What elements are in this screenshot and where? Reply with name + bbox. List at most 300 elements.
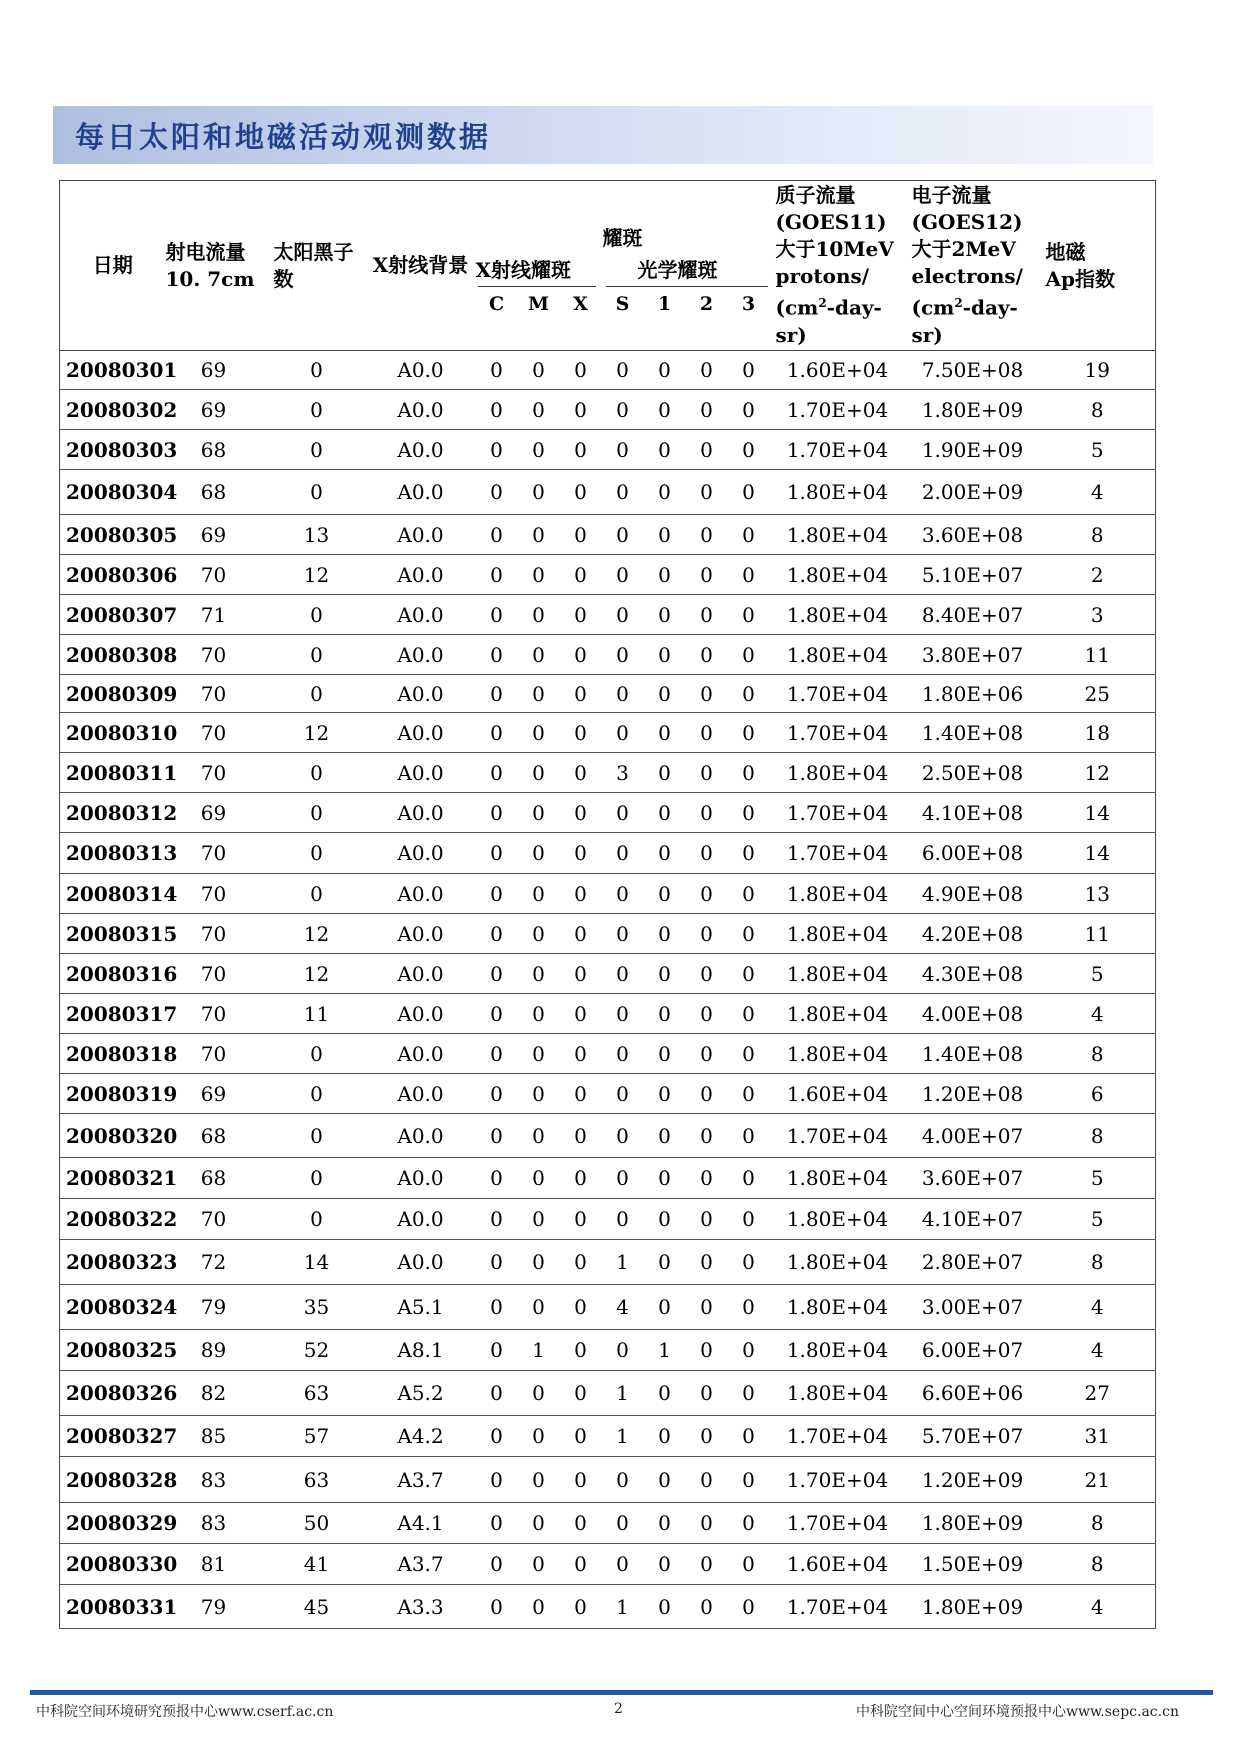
cell-electron-flux: 4.10E+07 bbox=[906, 1199, 1040, 1240]
cell-proton-flux: 1.80E+04 bbox=[770, 555, 906, 595]
cell-ap-index: 13 bbox=[1040, 874, 1156, 914]
cell-flare-x: 0 bbox=[560, 1585, 602, 1629]
table-row bbox=[60, 1503, 1156, 1544]
cell-xray-background: A0.0 bbox=[366, 874, 476, 914]
table-row bbox=[60, 1285, 1156, 1330]
cell-flare-1: 0 bbox=[644, 1416, 686, 1457]
cell-date: 20080325 bbox=[60, 1330, 160, 1371]
cell-xray-background: A4.1 bbox=[366, 1503, 476, 1544]
cell-flare-s: 0 bbox=[602, 1074, 644, 1114]
cell-flare-2: 0 bbox=[686, 1034, 728, 1074]
cell-flare-2: 0 bbox=[686, 635, 728, 675]
cell-flare-m: 0 bbox=[518, 430, 560, 470]
cell-ap-index: 4 bbox=[1040, 1330, 1156, 1371]
cell-xray-background: A0.0 bbox=[366, 470, 476, 515]
cell-flare-s: 0 bbox=[602, 1034, 644, 1074]
cell-flare-3: 0 bbox=[728, 914, 770, 954]
header-3: 3 bbox=[741, 293, 756, 315]
cell-sunspot: 12 bbox=[268, 914, 366, 954]
cell-xray-background: A3.3 bbox=[366, 1585, 476, 1629]
cell-sunspot: 0 bbox=[268, 1074, 366, 1114]
header-xray-background: X射线背景 bbox=[366, 181, 476, 351]
cell-electron-flux: 7.50E+08 bbox=[906, 351, 1040, 390]
cell-proton-flux: 1.70E+04 bbox=[770, 1503, 906, 1544]
cell-radio-flux: 89 bbox=[160, 1330, 268, 1371]
cell-flare-m: 0 bbox=[518, 833, 560, 874]
cell-electron-flux: 3.60E+08 bbox=[906, 515, 1040, 555]
cell-ap-index: 4 bbox=[1040, 1285, 1156, 1330]
cell-electron-flux: 3.80E+07 bbox=[906, 635, 1040, 675]
cell-radio-flux: 68 bbox=[160, 1114, 268, 1158]
cell-flare-m: 0 bbox=[518, 874, 560, 914]
table-row bbox=[60, 1457, 1156, 1503]
cell-xray-background: A0.0 bbox=[366, 390, 476, 430]
table-row bbox=[60, 914, 1156, 954]
cell-flare-s: 0 bbox=[602, 351, 644, 390]
cell-flare-3: 0 bbox=[728, 635, 770, 675]
cell-flare-m: 0 bbox=[518, 1503, 560, 1544]
cell-ap-index: 27 bbox=[1040, 1371, 1156, 1416]
cell-flare-x: 0 bbox=[560, 595, 602, 635]
footer-page-number: 2 bbox=[614, 1701, 623, 1717]
cell-radio-flux: 69 bbox=[160, 793, 268, 833]
cell-xray-background: A0.0 bbox=[366, 954, 476, 994]
cell-date: 20080322 bbox=[60, 1199, 160, 1240]
cell-flare-1: 0 bbox=[644, 595, 686, 635]
cell-flare-1: 0 bbox=[644, 1074, 686, 1114]
cell-flare-s: 0 bbox=[602, 954, 644, 994]
table-row bbox=[60, 1240, 1156, 1285]
cell-flare-s: 0 bbox=[602, 1503, 644, 1544]
cell-date: 20080324 bbox=[60, 1285, 160, 1330]
header-date: 日期 bbox=[60, 181, 160, 351]
cell-flare-c: 0 bbox=[476, 713, 518, 753]
cell-flare-1: 0 bbox=[644, 351, 686, 390]
cell-radio-flux: 70 bbox=[160, 954, 268, 994]
cell-flare-m: 0 bbox=[518, 1240, 560, 1285]
cell-proton-flux: 1.80E+04 bbox=[770, 874, 906, 914]
cell-flare-1: 0 bbox=[644, 713, 686, 753]
cell-sunspot: 0 bbox=[268, 351, 366, 390]
cell-ap-index: 8 bbox=[1040, 515, 1156, 555]
cell-electron-flux: 1.40E+08 bbox=[906, 1034, 1040, 1074]
cell-flare-2: 0 bbox=[686, 713, 728, 753]
header-1: 1 bbox=[657, 293, 672, 315]
cell-electron-flux: 1.40E+08 bbox=[906, 713, 1040, 753]
cell-radio-flux: 70 bbox=[160, 1199, 268, 1240]
cell-ap-index: 8 bbox=[1040, 1114, 1156, 1158]
cell-flare-2: 0 bbox=[686, 1457, 728, 1503]
cell-xray-background: A0.0 bbox=[366, 994, 476, 1034]
cell-xray-background: A0.0 bbox=[366, 515, 476, 555]
cell-flare-c: 0 bbox=[476, 1503, 518, 1544]
cell-electron-flux: 1.80E+09 bbox=[906, 1503, 1040, 1544]
cell-flare-s: 0 bbox=[602, 430, 644, 470]
cell-flare-3: 0 bbox=[728, 1074, 770, 1114]
cell-radio-flux: 70 bbox=[160, 635, 268, 675]
table-row bbox=[60, 635, 1156, 675]
cell-radio-flux: 70 bbox=[160, 675, 268, 713]
cell-xray-background: A0.0 bbox=[366, 430, 476, 470]
cell-ap-index: 5 bbox=[1040, 954, 1156, 994]
cell-ap-index: 25 bbox=[1040, 675, 1156, 713]
footer-right-org: 中科院空间中心空间环境预报中心www.sepc.ac.cn bbox=[856, 1704, 1179, 1720]
cell-flare-3: 0 bbox=[728, 1371, 770, 1416]
cell-electron-flux: 2.50E+08 bbox=[906, 753, 1040, 793]
cell-radio-flux: 69 bbox=[160, 515, 268, 555]
cell-flare-m: 0 bbox=[518, 1158, 560, 1199]
cell-flare-x: 0 bbox=[560, 1074, 602, 1114]
cell-proton-flux: 1.80E+04 bbox=[770, 1158, 906, 1199]
cell-date: 20080316 bbox=[60, 954, 160, 994]
cell-electron-flux: 5.70E+07 bbox=[906, 1416, 1040, 1457]
cell-proton-flux: 1.70E+04 bbox=[770, 1457, 906, 1503]
cell-flare-1: 0 bbox=[644, 1114, 686, 1158]
cell-xray-background: A0.0 bbox=[366, 1074, 476, 1114]
cell-ap-index: 2 bbox=[1040, 555, 1156, 595]
cell-flare-m: 0 bbox=[518, 515, 560, 555]
cell-flare-1: 0 bbox=[644, 1457, 686, 1503]
cell-flare-s: 0 bbox=[602, 470, 644, 515]
cell-flare-c: 0 bbox=[476, 1330, 518, 1371]
cell-xray-background: A0.0 bbox=[366, 555, 476, 595]
cell-date: 20080304 bbox=[60, 470, 160, 515]
cell-flare-1: 0 bbox=[644, 470, 686, 515]
cell-flare-m: 0 bbox=[518, 1034, 560, 1074]
cell-flare-m: 0 bbox=[518, 351, 560, 390]
cell-flare-3: 0 bbox=[728, 1416, 770, 1457]
cell-ap-index: 8 bbox=[1040, 1503, 1156, 1544]
table-row bbox=[60, 1544, 1156, 1585]
cell-radio-flux: 70 bbox=[160, 914, 268, 954]
table-row bbox=[60, 555, 1156, 595]
cell-date: 20080302 bbox=[60, 390, 160, 430]
cell-flare-2: 0 bbox=[686, 874, 728, 914]
cell-flare-3: 0 bbox=[728, 954, 770, 994]
cell-flare-s: 0 bbox=[602, 595, 644, 635]
header-c: C bbox=[488, 293, 505, 315]
cell-flare-2: 0 bbox=[686, 833, 728, 874]
cell-flare-2: 0 bbox=[686, 1158, 728, 1199]
cell-flare-1: 0 bbox=[644, 914, 686, 954]
table-row bbox=[60, 1371, 1156, 1416]
cell-date: 20080317 bbox=[60, 994, 160, 1034]
cell-date: 20080310 bbox=[60, 713, 160, 753]
optical-flare-underline bbox=[606, 286, 768, 287]
cell-flare-x: 0 bbox=[560, 793, 602, 833]
cell-electron-flux: 1.80E+09 bbox=[906, 1585, 1040, 1629]
cell-flare-3: 0 bbox=[728, 555, 770, 595]
cell-flare-m: 0 bbox=[518, 954, 560, 994]
cell-flare-3: 0 bbox=[728, 833, 770, 874]
cell-ap-index: 8 bbox=[1040, 1034, 1156, 1074]
cell-flare-m: 0 bbox=[518, 1285, 560, 1330]
cell-electron-flux: 5.10E+07 bbox=[906, 555, 1040, 595]
cell-xray-background: A3.7 bbox=[366, 1457, 476, 1503]
cell-xray-background: A0.0 bbox=[366, 914, 476, 954]
cell-flare-3: 0 bbox=[728, 351, 770, 390]
cell-xray-background: A0.0 bbox=[366, 595, 476, 635]
cell-radio-flux: 70 bbox=[160, 994, 268, 1034]
cell-proton-flux: 1.70E+04 bbox=[770, 390, 906, 430]
cell-sunspot: 0 bbox=[268, 430, 366, 470]
cell-proton-flux: 1.70E+04 bbox=[770, 833, 906, 874]
cell-flare-c: 0 bbox=[476, 675, 518, 713]
cell-flare-x: 0 bbox=[560, 994, 602, 1034]
cell-radio-flux: 70 bbox=[160, 833, 268, 874]
cell-sunspot: 63 bbox=[268, 1457, 366, 1503]
cell-flare-1: 0 bbox=[644, 833, 686, 874]
cell-xray-background: A0.0 bbox=[366, 675, 476, 713]
cell-date: 20080308 bbox=[60, 635, 160, 675]
cell-flare-s: 0 bbox=[602, 914, 644, 954]
header-flare: 耀斑 bbox=[602, 226, 643, 250]
cell-radio-flux: 83 bbox=[160, 1503, 268, 1544]
cell-ap-index: 6 bbox=[1040, 1074, 1156, 1114]
cell-flare-3: 0 bbox=[728, 994, 770, 1034]
cell-electron-flux: 1.80E+06 bbox=[906, 675, 1040, 713]
cell-flare-c: 0 bbox=[476, 470, 518, 515]
cell-flare-3: 0 bbox=[728, 1503, 770, 1544]
cell-flare-1: 0 bbox=[644, 994, 686, 1034]
cell-radio-flux: 79 bbox=[160, 1585, 268, 1629]
cell-flare-3: 0 bbox=[728, 874, 770, 914]
cell-flare-3: 0 bbox=[728, 1330, 770, 1371]
cell-radio-flux: 68 bbox=[160, 430, 268, 470]
cell-xray-background: A0.0 bbox=[366, 833, 476, 874]
table-row bbox=[60, 1416, 1156, 1457]
table-row bbox=[60, 1034, 1156, 1074]
cell-flare-x: 0 bbox=[560, 1285, 602, 1330]
cell-xray-background: A0.0 bbox=[366, 1114, 476, 1158]
cell-flare-x: 0 bbox=[560, 1544, 602, 1585]
cell-flare-m: 0 bbox=[518, 713, 560, 753]
cell-flare-1: 0 bbox=[644, 753, 686, 793]
cell-xray-background: A0.0 bbox=[366, 1240, 476, 1285]
cell-electron-flux: 4.10E+08 bbox=[906, 793, 1040, 833]
cell-proton-flux: 1.80E+04 bbox=[770, 595, 906, 635]
cell-flare-m: 0 bbox=[518, 1199, 560, 1240]
cell-proton-flux: 1.80E+04 bbox=[770, 635, 906, 675]
cell-proton-flux: 1.60E+04 bbox=[770, 1074, 906, 1114]
cell-sunspot: 0 bbox=[268, 470, 366, 515]
cell-sunspot: 0 bbox=[268, 675, 366, 713]
cell-date: 20080312 bbox=[60, 793, 160, 833]
cell-radio-flux: 79 bbox=[160, 1285, 268, 1330]
cell-flare-2: 0 bbox=[686, 1416, 728, 1457]
cell-flare-c: 0 bbox=[476, 1585, 518, 1629]
cell-sunspot: 0 bbox=[268, 1199, 366, 1240]
cell-radio-flux: 71 bbox=[160, 595, 268, 635]
cell-flare-s: 0 bbox=[602, 1114, 644, 1158]
page-title: 每日太阳和地磁活动观测数据 bbox=[75, 119, 492, 154]
cell-date: 20080323 bbox=[60, 1240, 160, 1285]
cell-xray-background: A0.0 bbox=[366, 753, 476, 793]
cell-proton-flux: 1.70E+04 bbox=[770, 675, 906, 713]
cell-radio-flux: 70 bbox=[160, 1034, 268, 1074]
cell-electron-flux: 6.00E+08 bbox=[906, 833, 1040, 874]
cell-xray-background: A5.2 bbox=[366, 1371, 476, 1416]
cell-flare-m: 0 bbox=[518, 753, 560, 793]
cell-proton-flux: 1.70E+04 bbox=[770, 1114, 906, 1158]
header-proton-flux: 质子流量 (GOES11) 大于10MeV protons/ $(cm^2-day-sr)$ bbox=[770, 181, 906, 351]
cell-proton-flux: 1.70E+04 bbox=[770, 713, 906, 753]
cell-flare-s: 0 bbox=[602, 515, 644, 555]
cell-flare-x: 0 bbox=[560, 1240, 602, 1285]
header-flare-group bbox=[476, 181, 770, 351]
cell-flare-x: 0 bbox=[560, 914, 602, 954]
cell-proton-flux: 1.80E+04 bbox=[770, 753, 906, 793]
observation-table bbox=[59, 180, 1156, 1629]
cell-flare-x: 0 bbox=[560, 1503, 602, 1544]
cell-sunspot: 0 bbox=[268, 874, 366, 914]
cell-flare-1: 0 bbox=[644, 675, 686, 713]
cell-flare-s: 0 bbox=[602, 1457, 644, 1503]
cell-flare-c: 0 bbox=[476, 793, 518, 833]
cell-flare-2: 0 bbox=[686, 351, 728, 390]
cell-flare-s: 4 bbox=[602, 1285, 644, 1330]
cell-sunspot: 41 bbox=[268, 1544, 366, 1585]
cell-flare-m: 0 bbox=[518, 994, 560, 1034]
title-banner bbox=[53, 106, 1153, 164]
cell-flare-c: 0 bbox=[476, 753, 518, 793]
table-row bbox=[60, 470, 1156, 515]
cell-sunspot: 0 bbox=[268, 1158, 366, 1199]
cell-sunspot: 50 bbox=[268, 1503, 366, 1544]
table-row bbox=[60, 874, 1156, 914]
cell-flare-s: 1 bbox=[602, 1240, 644, 1285]
cell-sunspot: 0 bbox=[268, 1114, 366, 1158]
cell-date: 20080327 bbox=[60, 1416, 160, 1457]
cell-xray-background: A0.0 bbox=[366, 1158, 476, 1199]
cell-flare-x: 0 bbox=[560, 515, 602, 555]
cell-sunspot: 12 bbox=[268, 555, 366, 595]
cell-electron-flux: 1.50E+09 bbox=[906, 1544, 1040, 1585]
cell-sunspot: 12 bbox=[268, 713, 366, 753]
cell-date: 20080321 bbox=[60, 1158, 160, 1199]
cell-ap-index: 5 bbox=[1040, 1158, 1156, 1199]
cell-electron-flux: 4.20E+08 bbox=[906, 914, 1040, 954]
cell-flare-1: 0 bbox=[644, 874, 686, 914]
cell-sunspot: 0 bbox=[268, 1034, 366, 1074]
cell-flare-x: 0 bbox=[560, 1330, 602, 1371]
cell-electron-flux: 2.80E+07 bbox=[906, 1240, 1040, 1285]
cell-flare-1: 0 bbox=[644, 1544, 686, 1585]
cell-ap-index: 4 bbox=[1040, 1585, 1156, 1629]
cell-date: 20080301 bbox=[60, 351, 160, 390]
cell-flare-m: 0 bbox=[518, 390, 560, 430]
table-row bbox=[60, 351, 1156, 390]
cell-flare-x: 0 bbox=[560, 1416, 602, 1457]
cell-ap-index: 18 bbox=[1040, 713, 1156, 753]
cell-radio-flux: 70 bbox=[160, 753, 268, 793]
cell-flare-3: 0 bbox=[728, 793, 770, 833]
cell-ap-index: 12 bbox=[1040, 753, 1156, 793]
cell-flare-2: 0 bbox=[686, 1114, 728, 1158]
cell-flare-m: 0 bbox=[518, 555, 560, 595]
header-radio-flux: 射电流量 10. 7cm bbox=[160, 181, 268, 351]
cell-flare-2: 0 bbox=[686, 793, 728, 833]
header-x: X bbox=[573, 293, 588, 315]
cell-xray-background: A8.1 bbox=[366, 1330, 476, 1371]
cell-radio-flux: 69 bbox=[160, 351, 268, 390]
cell-ap-index: 8 bbox=[1040, 1544, 1156, 1585]
cell-flare-x: 0 bbox=[560, 351, 602, 390]
cell-proton-flux: 1.80E+04 bbox=[770, 954, 906, 994]
cell-electron-flux: 8.40E+07 bbox=[906, 595, 1040, 635]
cell-xray-background: A0.0 bbox=[366, 1034, 476, 1074]
cell-flare-1: 0 bbox=[644, 1240, 686, 1285]
cell-flare-c: 0 bbox=[476, 595, 518, 635]
cell-electron-flux: 2.00E+09 bbox=[906, 470, 1040, 515]
cell-flare-s: 0 bbox=[602, 675, 644, 713]
cell-flare-3: 0 bbox=[728, 470, 770, 515]
cell-date: 20080307 bbox=[60, 595, 160, 635]
cell-flare-s: 0 bbox=[602, 1199, 644, 1240]
cell-flare-c: 0 bbox=[476, 1240, 518, 1285]
header-sunspot: 太阳黑子 数 bbox=[268, 181, 366, 351]
cell-flare-c: 0 bbox=[476, 833, 518, 874]
cell-flare-2: 0 bbox=[686, 390, 728, 430]
cell-date: 20080311 bbox=[60, 753, 160, 793]
cell-flare-m: 0 bbox=[518, 1585, 560, 1629]
cell-flare-x: 0 bbox=[560, 675, 602, 713]
table-row bbox=[60, 515, 1156, 555]
cell-flare-3: 0 bbox=[728, 1158, 770, 1199]
table-row bbox=[60, 1585, 1156, 1629]
cell-flare-1: 0 bbox=[644, 1158, 686, 1199]
header-electron-flux: 电子流量 (GOES12) 大于2MeV electrons/ $(cm^2-day-sr)$ bbox=[906, 181, 1040, 351]
cell-flare-s: 1 bbox=[602, 1585, 644, 1629]
cell-ap-index: 11 bbox=[1040, 635, 1156, 675]
cell-radio-flux: 69 bbox=[160, 1074, 268, 1114]
cell-sunspot: 0 bbox=[268, 635, 366, 675]
cell-flare-1: 1 bbox=[644, 1330, 686, 1371]
cell-flare-2: 0 bbox=[686, 954, 728, 994]
cell-flare-3: 0 bbox=[728, 430, 770, 470]
table-row bbox=[60, 994, 1156, 1034]
cell-xray-background: A0.0 bbox=[366, 793, 476, 833]
cell-flare-x: 0 bbox=[560, 1199, 602, 1240]
table-row bbox=[60, 954, 1156, 994]
cell-proton-flux: 1.80E+04 bbox=[770, 1285, 906, 1330]
cell-flare-1: 0 bbox=[644, 1371, 686, 1416]
table-row bbox=[60, 1074, 1156, 1114]
table-row bbox=[60, 833, 1156, 874]
cell-electron-flux: 1.20E+08 bbox=[906, 1074, 1040, 1114]
cell-flare-m: 0 bbox=[518, 1544, 560, 1585]
cell-xray-background: A0.0 bbox=[366, 351, 476, 390]
cell-flare-2: 0 bbox=[686, 1199, 728, 1240]
cell-flare-s: 0 bbox=[602, 390, 644, 430]
header-s: S bbox=[615, 293, 630, 315]
cell-flare-1: 0 bbox=[644, 1034, 686, 1074]
cell-flare-1: 0 bbox=[644, 1585, 686, 1629]
cell-ap-index: 5 bbox=[1040, 1199, 1156, 1240]
cell-flare-3: 0 bbox=[728, 1240, 770, 1285]
cell-flare-c: 0 bbox=[476, 1544, 518, 1585]
cell-electron-flux: 4.30E+08 bbox=[906, 954, 1040, 994]
cell-flare-2: 0 bbox=[686, 430, 728, 470]
cell-flare-s: 0 bbox=[602, 874, 644, 914]
cell-flare-c: 0 bbox=[476, 1285, 518, 1330]
cell-flare-c: 0 bbox=[476, 874, 518, 914]
cell-flare-x: 0 bbox=[560, 954, 602, 994]
cell-flare-1: 0 bbox=[644, 635, 686, 675]
cell-flare-3: 0 bbox=[728, 515, 770, 555]
cell-flare-m: 0 bbox=[518, 793, 560, 833]
cell-flare-x: 0 bbox=[560, 430, 602, 470]
